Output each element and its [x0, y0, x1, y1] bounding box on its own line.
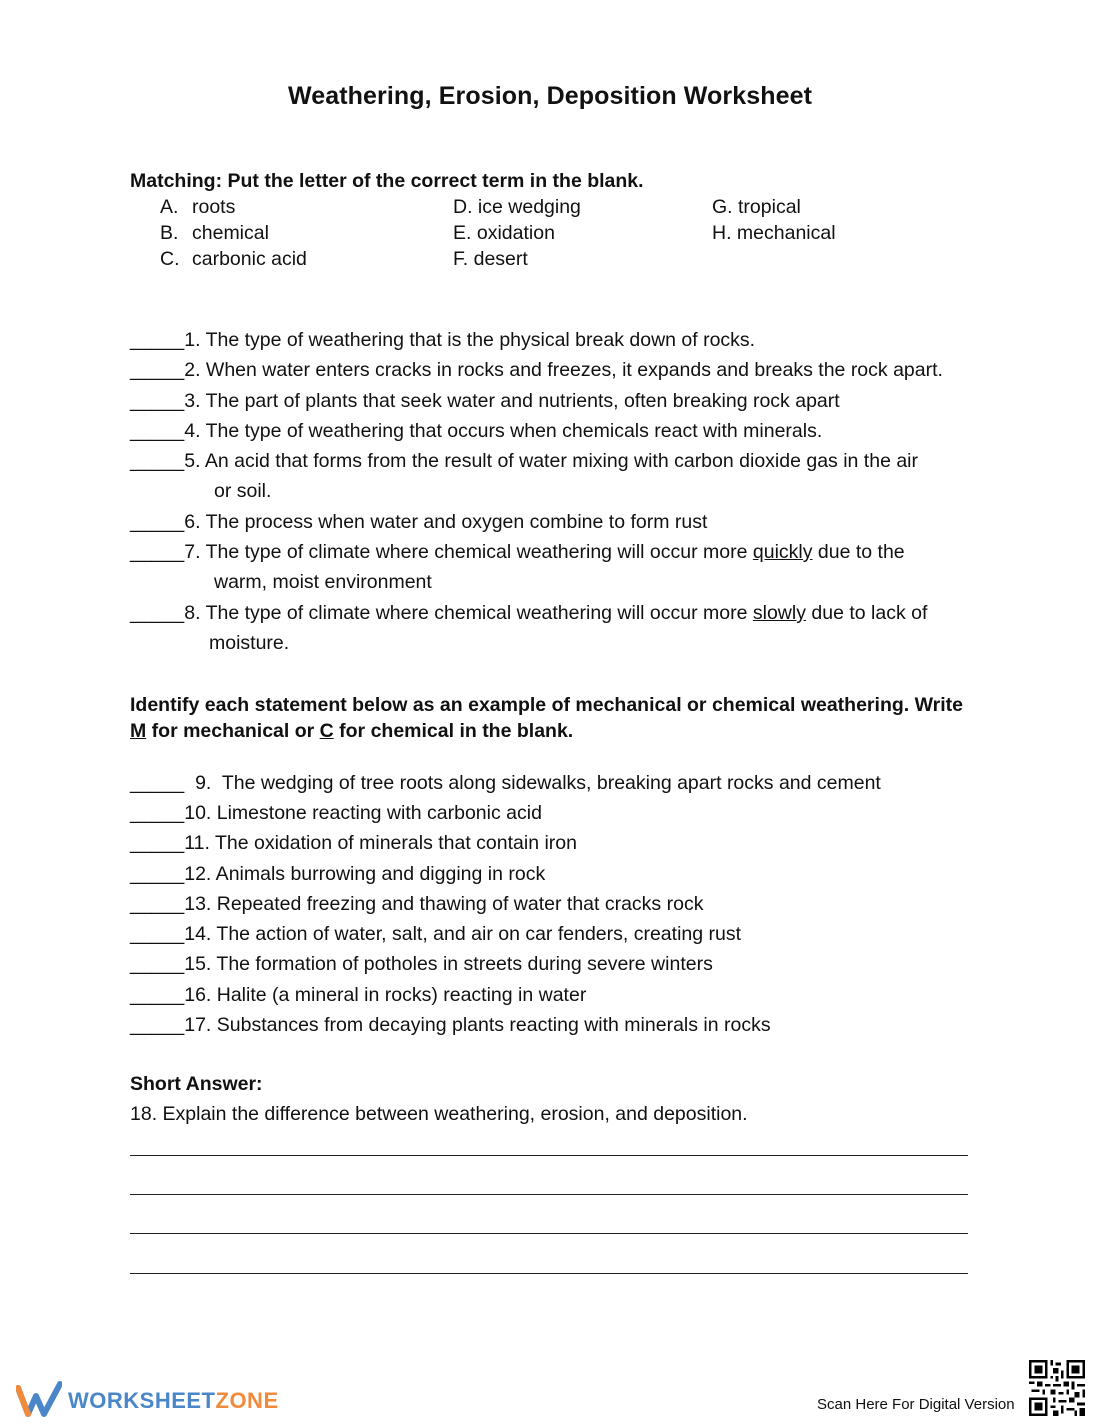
scan-caption: Scan Here For Digital Version: [817, 1396, 1015, 1413]
answer-blank[interactable]: _____: [130, 863, 185, 885]
question-9: _____ 9. The wedging of tree roots along sidewalks, breaking apart rocks and cement: [130, 768, 881, 798]
matching-heading: Matching: Put the letter of the correct term in the blank.: [130, 170, 644, 192]
term-g: G. tropical: [712, 196, 801, 218]
question-7: _____7. The type of climate where chemical weathering will occur more quickly due to the warm, moist environment: [130, 537, 905, 597]
worksheetzone-logo-icon: [16, 1380, 62, 1420]
answer-blank[interactable]: _____: [130, 923, 185, 945]
answer-line[interactable]: [130, 1273, 968, 1274]
answer-blank[interactable]: _____: [130, 953, 185, 975]
answer-blank[interactable]: _____: [130, 420, 185, 442]
term-f: F. desert: [453, 248, 528, 270]
question-11: _____11. The oxidation of minerals that contain iron: [130, 828, 577, 858]
question-8-continuation: moisture.: [209, 632, 290, 654]
answer-blank[interactable]: _____: [130, 390, 185, 412]
short-answer-heading: Short Answer:: [130, 1073, 263, 1095]
answer-blank[interactable]: _____: [130, 541, 185, 563]
question-8: _____8. The type of climate where chemical weathering will occur more slowly due to lack of moisture.: [130, 598, 927, 658]
worksheetzone-logo-text: WORKSHEETZONE: [68, 1388, 279, 1413]
answer-blank[interactable]: _____: [130, 329, 185, 351]
question-1: _____1. The type of weathering that is the physical break down of rocks.: [130, 325, 755, 355]
question-15: _____15. The formation of potholes in streets during severe winters: [130, 949, 713, 979]
question-6: _____6. The process when water and oxygen combine to form rust: [130, 507, 707, 537]
question-4: _____4. The type of weathering that occurs when chemicals react with minerals.: [130, 416, 822, 446]
question-5-continuation: or soil.: [214, 480, 272, 502]
question-18: 18. Explain the difference between weathering, erosion, and deposition.: [130, 1103, 748, 1125]
answer-blank[interactable]: _____: [130, 984, 185, 1006]
emphasis-quickly: quickly: [752, 541, 813, 563]
question-16: _____16. Halite (a mineral in rocks) reacting in water: [130, 980, 586, 1010]
answer-blank[interactable]: _____: [130, 802, 185, 824]
answer-blank[interactable]: _____: [130, 832, 185, 854]
question-3: _____3. The part of plants that seek water and nutrients, often breaking rock apart: [130, 386, 840, 416]
answer-line[interactable]: [130, 1233, 968, 1234]
answer-blank[interactable]: _____: [130, 602, 185, 624]
question-13: _____13. Repeated freezing and thawing of water that cracks rock: [130, 889, 703, 919]
qr-code-icon[interactable]: [1029, 1360, 1085, 1416]
term-d: D. ice wedging: [453, 196, 581, 218]
term-c: C. carbonic acid: [160, 248, 307, 270]
question-12: _____12. Animals burrowing and digging in rock: [130, 859, 545, 889]
answer-blank[interactable]: _____: [130, 359, 185, 381]
term-bank: [160, 196, 960, 276]
page-title: Weathering, Erosion, Deposition Worksheet: [287, 82, 813, 110]
question-5: _____5. An acid that forms from the result of water mixing with carbon dioxide gas in the air or soil.: [130, 446, 918, 506]
answer-line[interactable]: [130, 1194, 968, 1195]
term-a: A. roots: [160, 196, 236, 218]
answer-blank[interactable]: _____: [130, 511, 185, 533]
answer-blank[interactable]: _____: [130, 772, 185, 794]
question-2: _____2. When water enters cracks in rocks and freezes, it expands and breaks the rock apart.: [130, 355, 943, 385]
question-10: _____10. Limestone reacting with carbonic acid: [130, 798, 542, 828]
question-17: _____17. Substances from decaying plants reacting with minerals in rocks: [130, 1010, 771, 1040]
answer-line[interactable]: [130, 1155, 968, 1156]
identify-heading: Identify each statement below as an example of mechanical or chemical weathering. Write M for mechanical or C for chemical in the blank.: [130, 694, 963, 742]
term-e: E. oxidation: [453, 222, 555, 244]
emphasis-slowly: slowly: [752, 602, 806, 624]
term-h: H. mechanical: [712, 222, 836, 244]
answer-blank[interactable]: _____: [130, 450, 185, 472]
question-7-continuation: warm, moist environment: [214, 571, 432, 593]
answer-blank[interactable]: _____: [130, 893, 185, 915]
term-b: B. chemical: [160, 222, 269, 244]
answer-blank[interactable]: _____: [130, 1014, 185, 1036]
question-14: _____14. The action of water, salt, and air on car fenders, creating rust: [130, 919, 741, 949]
